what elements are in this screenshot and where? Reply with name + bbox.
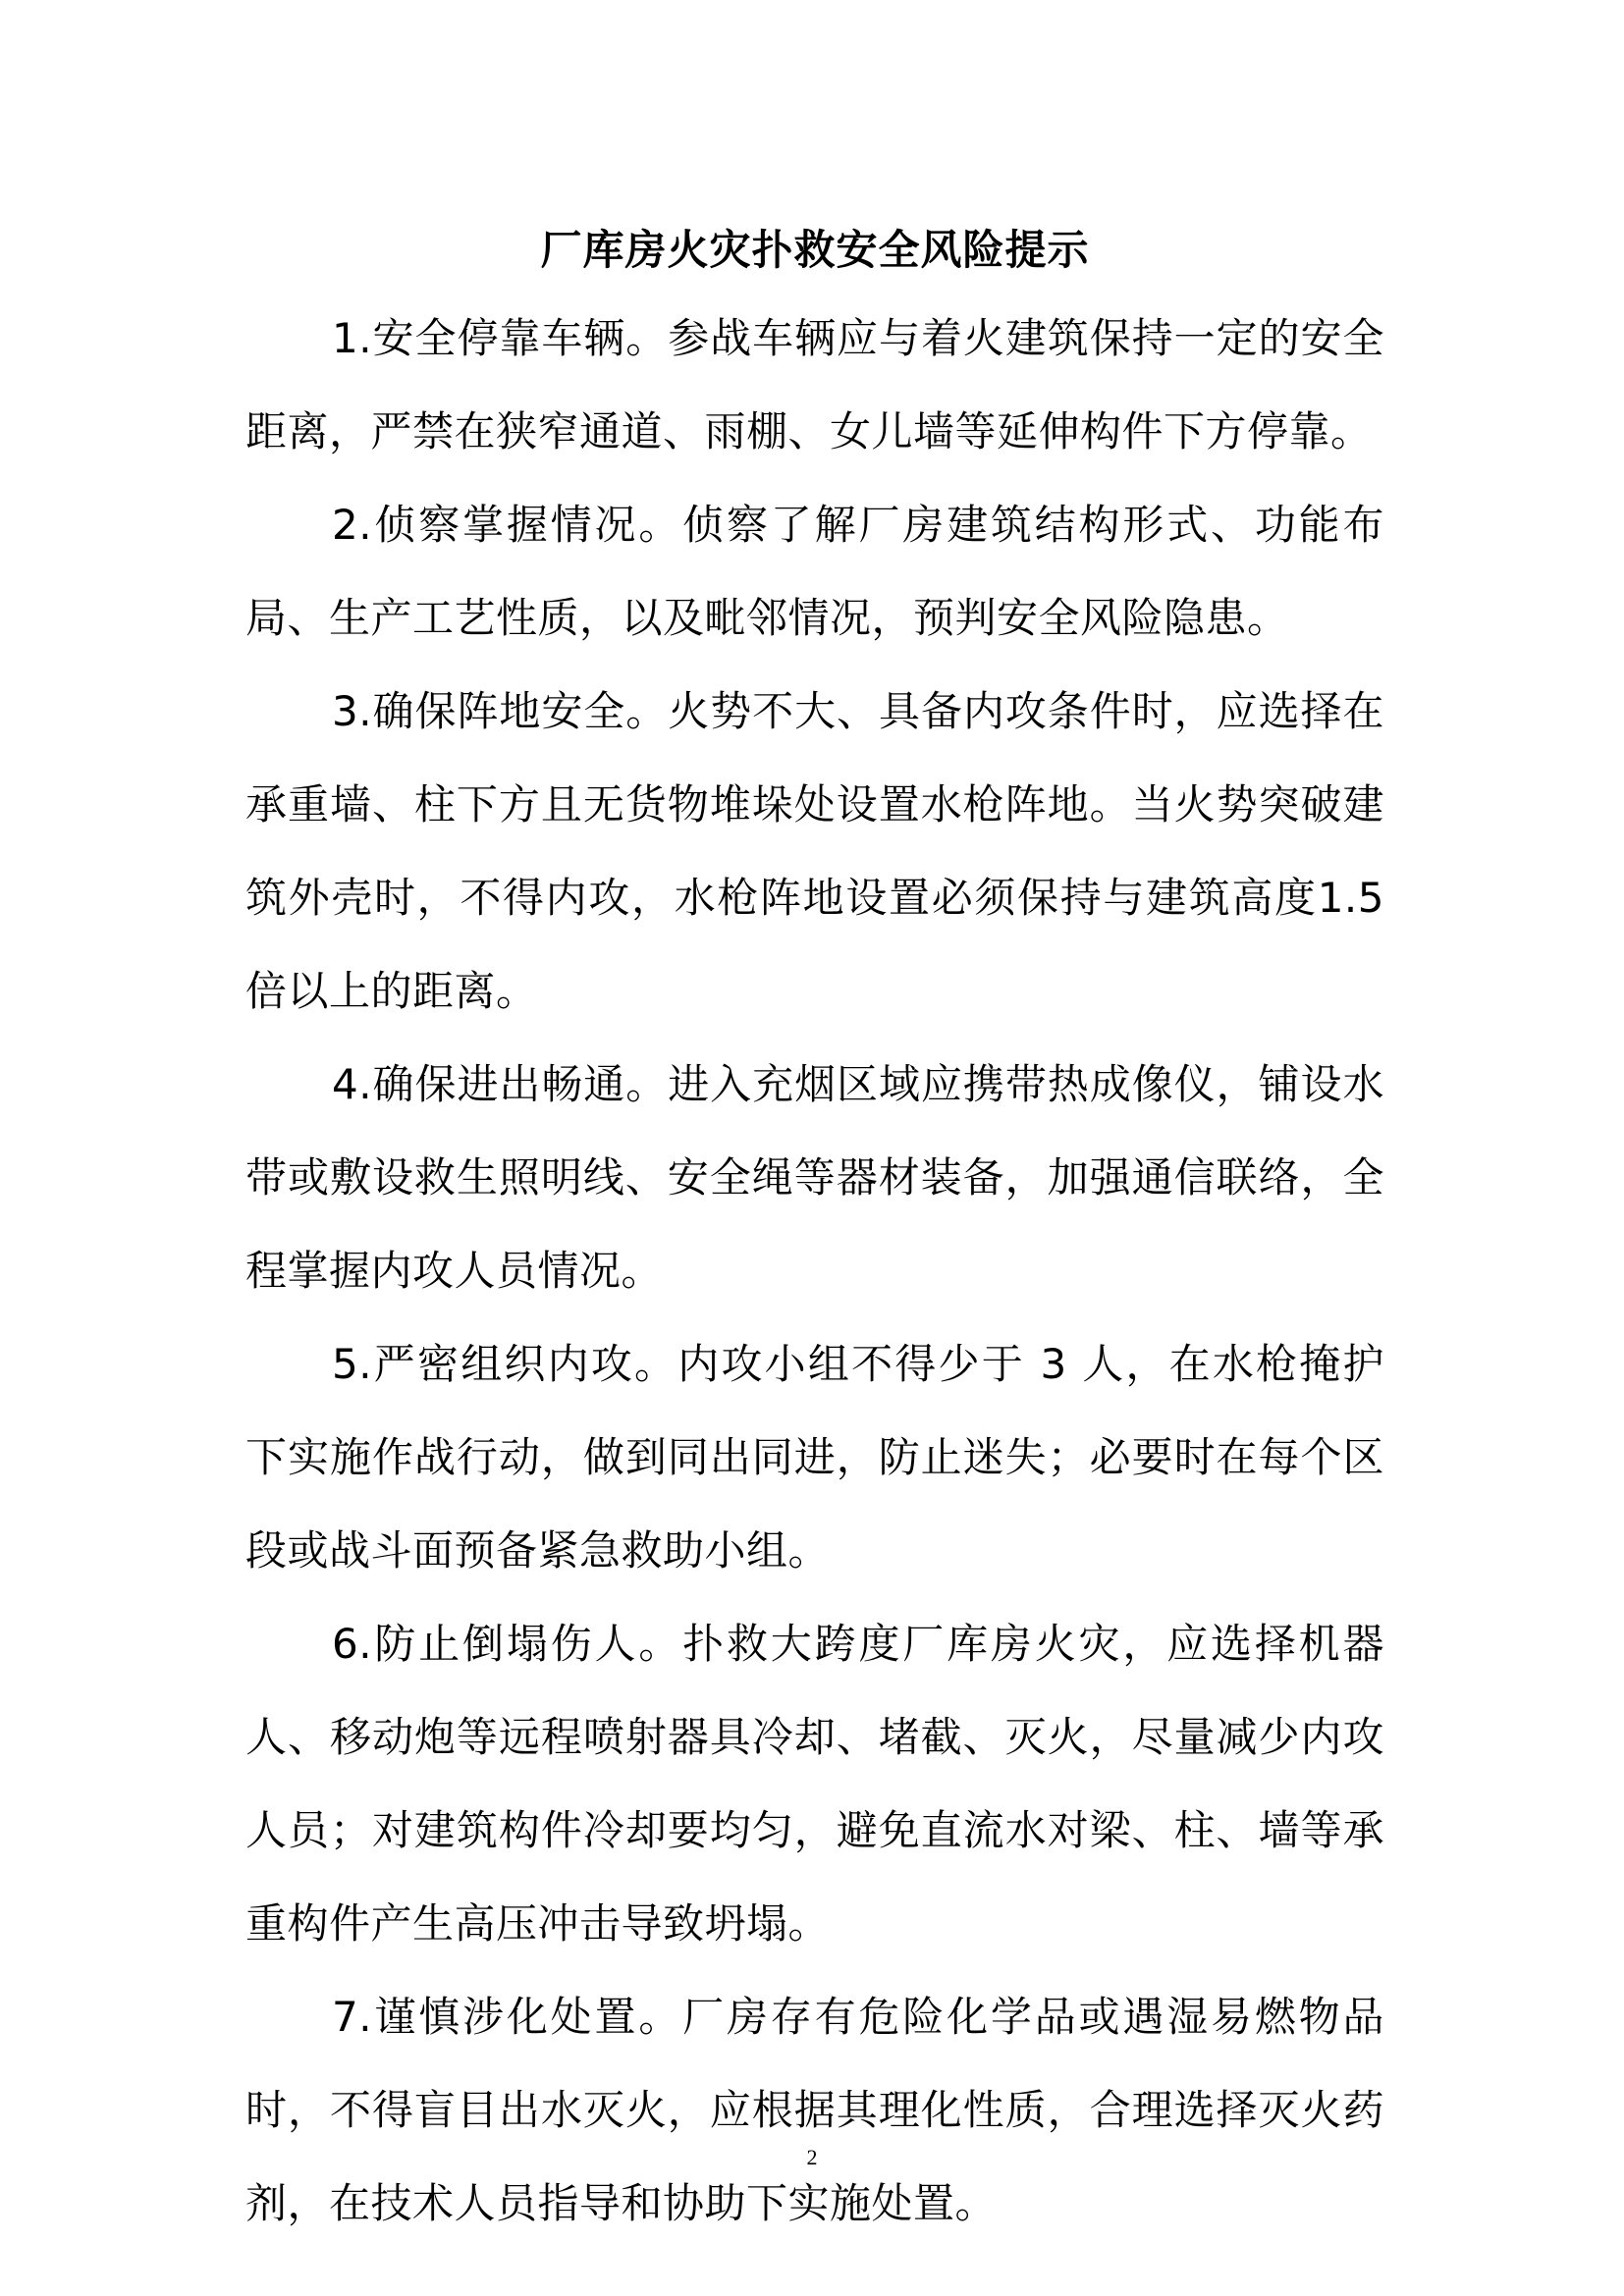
paragraph-2: 2.侦察掌握情况。侦察了解厂房建筑结构形式、功能布局、生产工艺性质，以及毗邻情况，预判安全风险隐患。 — [245, 501, 1384, 642]
paragraph-6: 6.防止倒塌伤人。扑救大跨度厂库房火灾，应选择机器人、移动炮等远程喷射器具冷却、堵截、灭火，尽量减少内攻人员；对建筑构件冷却要均匀，避免直流水对梁、柱、墙等承重构件产生高压冲击导致坍塌。 — [245, 1620, 1384, 1948]
paragraph-5: 5.严密组织内攻。内攻小组不得少于 3 人，在水枪掩护下实施作战行动，做到同出同进，防止迷失；必要时在每个区段或战斗面预备紧急救助小组。 — [245, 1340, 1384, 1575]
document-page — [245, 221, 1384, 2250]
page-number: 2 — [806, 2145, 818, 2169]
paragraph-1: 1.安全停靠车辆。参战车辆应与着火建筑保持一定的安全距离，严禁在狭窄通道、雨棚、女儿墙等延伸构件下方停靠。 — [245, 314, 1384, 455]
paragraph-4: 4.确保进出畅通。进入充烟区域应携带热成像仪，铺设水带或敷设救生照明线、安全绳等器材装备，加强通信联络，全程掌握内攻人员情况。 — [245, 1060, 1384, 1295]
paragraph-7: 7.谨慎涉化处置。厂房存有危险化学品或遇湿易燃物品时，不得盲目出水灭火，应根据其理化性质，合理选择灭火药剂，在技术人员指导和协助下实施处置。 — [245, 1993, 1384, 2227]
document-title: 厂库房火灾扑救安全风险提示 — [540, 226, 1090, 274]
paragraph-3: 3.确保阵地安全。火势不大、具备内攻条件时，应选择在承重墙、柱下方且无货物堆垛处设置水枪阵地。当火势突破建筑外壳时，不得内攻，水枪阵地设置必须保持与建筑高度1.5 倍以上的距离。 — [245, 687, 1384, 1015]
